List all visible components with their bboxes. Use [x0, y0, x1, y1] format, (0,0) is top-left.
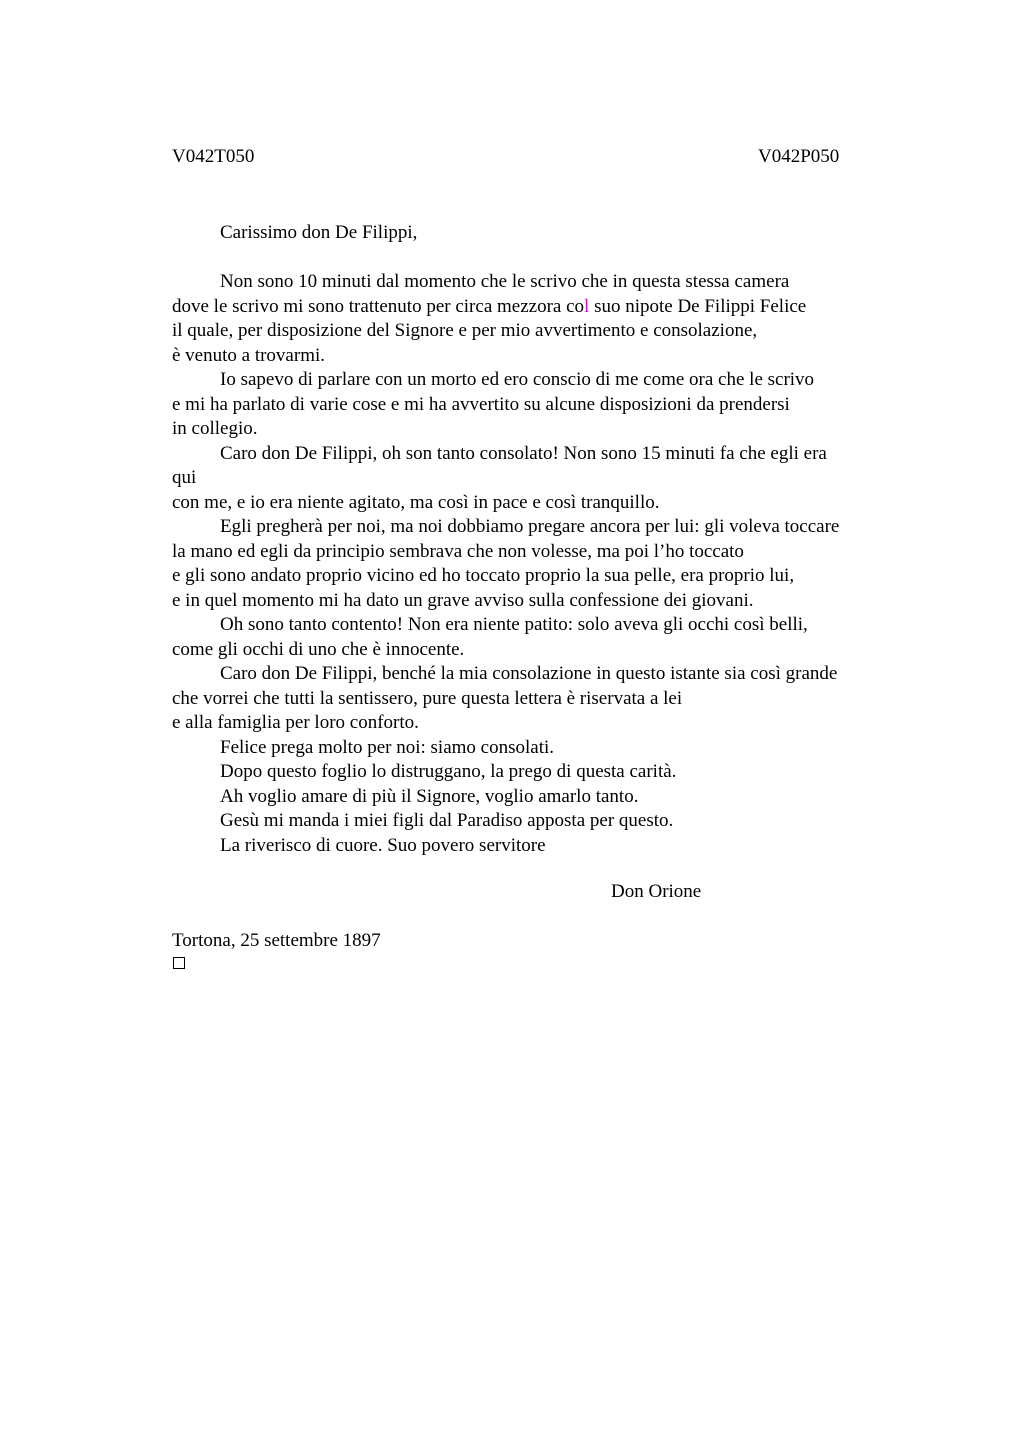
letter-line: come gli occhi di uno che è innocente. [172, 638, 465, 660]
document-code-left: V042T050 [172, 146, 255, 167]
letter-signature: Don Orione [611, 881, 702, 902]
letter-line: Io sapevo di parlare con un morto ed ero conscio di me come ora che le scrivo [220, 369, 815, 390]
letter-line: il quale, per disposizione del Signore e per mio avvertimento e consolazione, [172, 320, 758, 341]
letter-line: e alla famiglia per loro conforto. [172, 712, 419, 733]
letter-line: Egli pregherà per noi, ma noi dobbiamo pregare ancora per lui: gli voleva toccare [220, 516, 840, 537]
letter-line: dove le scrivo mi sono trattenuto per circa mezzora col suo nipote De Filippi Felice [172, 295, 807, 317]
letter-line: Felice prega molto per noi: siamo consolati. [220, 736, 555, 758]
empty-square-icon [173, 957, 185, 969]
letter-line: Gesù mi manda i miei figli dal Paradiso apposta per questo. [220, 810, 674, 831]
letter-line: è venuto a trovarmi. [172, 344, 326, 366]
letter-line: con me, e io era niente agitato, ma così in pace e così tranquillo. [172, 491, 660, 513]
letter-line: in collegio. [172, 418, 258, 439]
letter-line: qui [172, 467, 197, 488]
document-code-right: V042P050 [758, 146, 840, 167]
letter-line: Caro don De Filippi, oh son tanto consolato! Non sono 15 minuti fa che egli era [220, 442, 827, 464]
letter-line: che vorrei che tutti la sentissero, pure questa lettera è riservata a lei [172, 687, 683, 709]
letter-line: Oh sono tanto contento! Non era niente patito: solo aveva gli occhi così belli, [220, 614, 808, 635]
letter-line: e gli sono andato proprio vicino ed ho toccato proprio la sua pelle, era proprio lui, [172, 565, 795, 586]
highlighted-letter: l [584, 295, 590, 317]
letter-line: la mano ed egli da principio sembrava che non volesse, ma poi l’ho toccato [172, 540, 744, 562]
letter-line: e mi ha parlato di varie cose e mi ha avvertito su alcune disposizioni da prendersi [172, 393, 790, 415]
letter-line: Dopo questo foglio lo distruggano, la prego di questa carità. [220, 761, 677, 782]
letter-line: e in quel momento mi ha dato un grave avviso sulla confessione dei giovani. [172, 589, 754, 611]
letter-line: Non sono 10 minuti dal momento che le scrivo che in questa stessa camera [220, 271, 790, 292]
letter-place-date: Tortona, 25 settembre 1897 [172, 930, 381, 951]
letter-line: Ah voglio amare di più il Signore, voglio amarlo tanto. [220, 785, 639, 807]
letter-greeting: Carissimo don De Filippi, [220, 222, 418, 243]
letter-body [172, 270, 932, 858]
letter-line: La riverisco di cuore. Suo povero servitore [220, 834, 546, 856]
letter-line: Caro don De Filippi, benché la mia consolazione in questo istante sia così grande [220, 663, 838, 684]
